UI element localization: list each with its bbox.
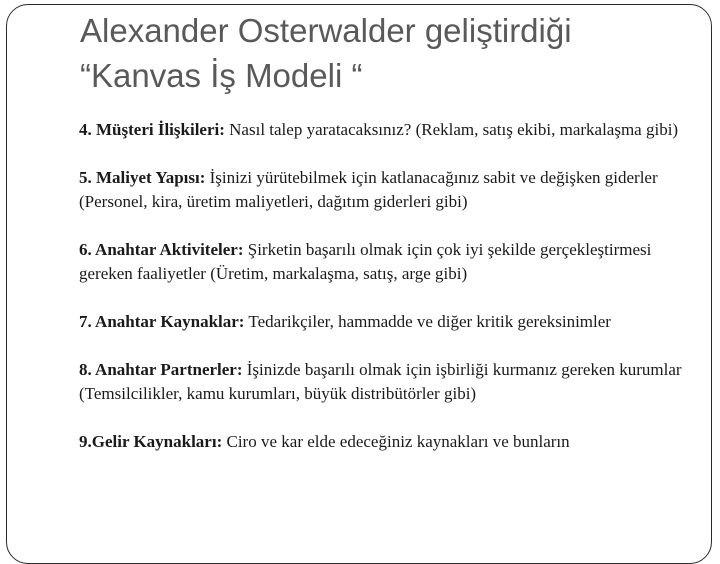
slide-title: Alexander Osterwalder geliştirdiği “Kanvas İş Modeli “ [80,12,572,94]
item-label: 4. Müşteri İlişkileri: [79,120,225,139]
list-item-musteri-iliskileri [79,118,699,142]
item-text: Ciro ve kar elde edeceğiniz kaynakları ve bunların [222,432,570,451]
list-item-anahtar-partnerler [79,358,699,406]
list-item-anahtar-aktiviteler [79,238,699,286]
item-text: İşinizde başarılı olmak için işbirliği kurmanız gereken kurumlar (Temsilcilikler, kamu kurumları, büyük distribütörler gibi) [79,360,682,403]
item-label: 5. Maliyet Yapısı: [79,168,206,187]
item-text: Tedarikçiler, hammadde ve diğer kritik gereksinimler [244,312,611,331]
item-text: İşinizi yürütebilmek için katlanacağınız sabit ve değişken giderler (Personel, kira, üretim maliyetleri, dağıtım giderleri gibi) [79,168,658,211]
item-label: 9.Gelir Kaynakları: [79,432,223,451]
item-text: Nasıl talep yaratacaksınız? (Reklam, satış ekibi, markalaşma gibi) [224,120,679,139]
item-label: 8. Anahtar Partnerler: [79,360,243,379]
list-item-maliyet-yapisi [79,166,699,214]
item-text: Şirketin başarılı olmak için çok iyi şekilde gerçekleştirmesi gereken faaliyetler (Üretim, markalaşma, satış, arge gibi) [79,240,652,283]
item-label: 6. Anahtar Aktiviteler: [79,240,244,259]
list-item-gelir-kaynaklari [79,430,699,454]
slide-body [79,118,699,478]
list-item-anahtar-kaynaklar [79,310,699,334]
item-label: 7. Anahtar Kaynaklar: [79,312,245,331]
